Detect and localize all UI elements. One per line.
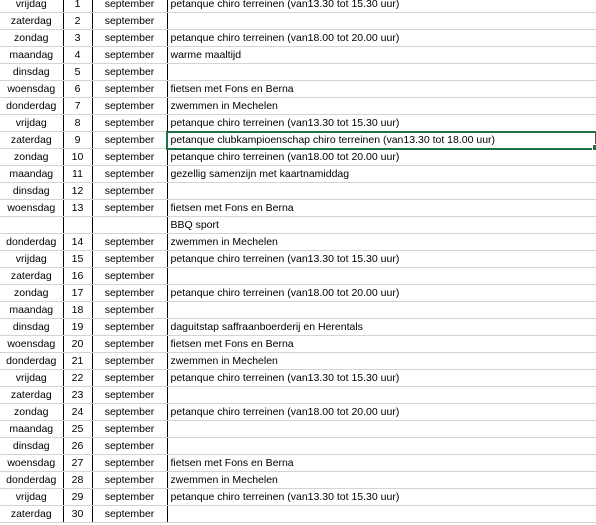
month-cell[interactable]: september <box>92 472 167 489</box>
activity-cell[interactable]: fietsen met Fons en Berna <box>167 455 596 472</box>
day-cell[interactable]: vrijdag <box>0 251 63 268</box>
table-row <box>0 421 596 438</box>
day-cell[interactable]: vrijdag <box>0 489 63 506</box>
activity-cell[interactable]: zwemmen in Mechelen <box>167 472 596 489</box>
date-number-cell[interactable]: 20 <box>63 336 92 353</box>
date-number-cell[interactable]: 5 <box>63 64 92 81</box>
day-cell[interactable]: zondag <box>0 149 63 166</box>
day-cell[interactable]: maandag <box>0 47 63 64</box>
date-number-cell[interactable]: 13 <box>63 200 92 217</box>
month-cell[interactable]: september <box>92 285 167 302</box>
table-row <box>0 251 596 268</box>
month-cell[interactable]: september <box>92 13 167 30</box>
day-cell[interactable]: zaterdag <box>0 13 63 30</box>
date-number-cell[interactable]: 16 <box>63 268 92 285</box>
month-cell[interactable]: september <box>92 268 167 285</box>
day-cell[interactable]: vrijdag <box>0 370 63 387</box>
month-cell[interactable]: september <box>92 489 167 506</box>
table-row <box>0 285 596 302</box>
month-cell[interactable]: september <box>92 506 167 523</box>
table-row <box>0 132 596 149</box>
date-number-cell[interactable]: 14 <box>63 234 92 251</box>
day-cell[interactable]: maandag <box>0 421 63 438</box>
month-cell[interactable]: september <box>92 200 167 217</box>
table-row <box>0 149 596 166</box>
date-number-cell[interactable]: 3 <box>63 30 92 47</box>
table-row <box>0 47 596 64</box>
fill-handle[interactable] <box>592 144 596 151</box>
date-number-cell[interactable]: 7 <box>63 98 92 115</box>
month-cell[interactable]: september <box>92 30 167 47</box>
activity-cell[interactable]: petanque chiro terreinen (van18.00 tot 20.00 uur) <box>167 149 596 166</box>
date-number-cell[interactable] <box>63 217 92 234</box>
activity-cell[interactable] <box>167 506 596 523</box>
month-cell[interactable]: september <box>92 387 167 404</box>
date-number-cell[interactable]: 4 <box>63 47 92 64</box>
date-number-cell[interactable]: 24 <box>63 404 92 421</box>
activity-cell[interactable]: petanque chiro terreinen (van13.30 tot 15.30 uur) <box>167 115 596 132</box>
day-cell[interactable]: zaterdag <box>0 506 63 523</box>
activity-cell[interactable] <box>167 13 596 30</box>
activity-cell[interactable]: petanque chiro terreinen (van18.00 tot 20.00 uur) <box>167 285 596 302</box>
table-row <box>0 370 596 387</box>
month-cell[interactable]: september <box>92 183 167 200</box>
day-cell[interactable]: zondag <box>0 404 63 421</box>
table-row <box>0 30 596 47</box>
month-cell[interactable]: september <box>92 115 167 132</box>
date-number-cell[interactable]: 2 <box>63 13 92 30</box>
date-number-cell[interactable]: 23 <box>63 387 92 404</box>
month-cell[interactable]: september <box>92 404 167 421</box>
month-cell[interactable] <box>92 217 167 234</box>
activity-cell[interactable]: fietsen met Fons en Berna <box>167 336 596 353</box>
table-row <box>0 81 596 98</box>
day-cell[interactable]: donderdag <box>0 234 63 251</box>
table-row <box>0 115 596 132</box>
month-cell[interactable]: september <box>92 166 167 183</box>
table-row <box>0 489 596 506</box>
table-row <box>0 98 596 115</box>
day-cell[interactable]: woensdag <box>0 336 63 353</box>
activity-cell[interactable]: fietsen met Fons en Berna <box>167 81 596 98</box>
date-number-cell[interactable]: 25 <box>63 421 92 438</box>
day-cell[interactable] <box>0 217 63 234</box>
table-row <box>0 387 596 404</box>
table-row <box>0 217 596 234</box>
activity-cell[interactable]: petanque clubkampioenschap chiro terreinen (van13.30 tot 18.00 uur) <box>167 132 596 149</box>
activity-cell[interactable] <box>167 302 596 319</box>
month-cell[interactable]: september <box>92 455 167 472</box>
month-cell[interactable]: september <box>92 251 167 268</box>
activity-cell[interactable]: fietsen met Fons en Berna <box>167 200 596 217</box>
month-cell[interactable]: september <box>92 98 167 115</box>
activity-cell[interactable] <box>167 183 596 200</box>
date-number-cell[interactable]: 8 <box>63 115 92 132</box>
month-cell[interactable]: september <box>92 353 167 370</box>
date-number-cell[interactable]: 28 <box>63 472 92 489</box>
table-row <box>0 183 596 200</box>
month-cell[interactable]: september <box>92 149 167 166</box>
table-row <box>0 472 596 489</box>
day-cell[interactable]: woensdag <box>0 81 63 98</box>
day-cell[interactable]: dinsdag <box>0 438 63 455</box>
activity-cell[interactable]: daguitstap saffraanboerderij en Herentals <box>167 319 596 336</box>
activity-cell[interactable]: petanque chiro terreinen (van18.00 tot 20.00 uur) <box>167 404 596 421</box>
activity-cell[interactable]: warme maaltijd <box>167 47 596 64</box>
date-number-cell[interactable]: 10 <box>63 149 92 166</box>
month-cell[interactable]: september <box>92 132 167 149</box>
month-cell[interactable]: september <box>92 47 167 64</box>
day-cell[interactable]: dinsdag <box>0 183 63 200</box>
table-row <box>0 404 596 421</box>
month-cell[interactable]: september <box>92 438 167 455</box>
day-cell[interactable]: dinsdag <box>0 319 63 336</box>
month-cell[interactable]: september <box>92 319 167 336</box>
date-number-cell[interactable]: 12 <box>63 183 92 200</box>
activity-cell[interactable] <box>167 421 596 438</box>
table-row <box>0 302 596 319</box>
table-row <box>0 0 596 13</box>
activity-cell[interactable]: petanque chiro terreinen (van18.00 tot 20.00 uur) <box>167 30 596 47</box>
table-row <box>0 336 596 353</box>
day-cell[interactable]: zaterdag <box>0 387 63 404</box>
activity-cell[interactable]: petanque chiro terreinen (van13.30 tot 15.30 uur) <box>167 251 596 268</box>
table-row <box>0 200 596 217</box>
table-row <box>0 438 596 455</box>
date-number-cell[interactable]: 15 <box>63 251 92 268</box>
day-cell[interactable]: woensdag <box>0 200 63 217</box>
day-cell[interactable]: zondag <box>0 30 63 47</box>
day-cell[interactable]: maandag <box>0 302 63 319</box>
month-cell[interactable]: september <box>92 421 167 438</box>
month-cell[interactable]: september <box>92 64 167 81</box>
date-number-cell[interactable]: 30 <box>63 506 92 523</box>
day-cell[interactable]: vrijdag <box>0 115 63 132</box>
month-cell[interactable]: september <box>92 336 167 353</box>
date-number-cell[interactable]: 22 <box>63 370 92 387</box>
table-row <box>0 455 596 472</box>
day-cell[interactable]: maandag <box>0 166 63 183</box>
date-number-cell[interactable]: 6 <box>63 81 92 98</box>
table-row <box>0 64 596 81</box>
day-cell[interactable]: vrijdag <box>0 0 63 13</box>
month-cell[interactable]: september <box>92 234 167 251</box>
table-row <box>0 506 596 523</box>
activity-cell[interactable]: gezellig samenzijn met kaartnamiddag <box>167 166 596 183</box>
month-cell[interactable]: september <box>92 0 167 13</box>
table-row <box>0 166 596 183</box>
activity-cell[interactable]: petanque chiro terreinen (van13.30 tot 15.30 uur) <box>167 370 596 387</box>
table-row <box>0 353 596 370</box>
date-number-cell[interactable]: 18 <box>63 302 92 319</box>
table-row <box>0 268 596 285</box>
date-number-cell[interactable]: 29 <box>63 489 92 506</box>
month-cell[interactable]: september <box>92 81 167 98</box>
date-number-cell[interactable]: 27 <box>63 455 92 472</box>
date-number-cell[interactable]: 21 <box>63 353 92 370</box>
date-number-cell[interactable]: 26 <box>63 438 92 455</box>
activity-cell[interactable] <box>167 387 596 404</box>
day-cell[interactable]: donderdag <box>0 98 63 115</box>
day-cell[interactable]: zondag <box>0 285 63 302</box>
activity-cell[interactable]: zwemmen in Mechelen <box>167 353 596 370</box>
table-row <box>0 234 596 251</box>
date-number-cell[interactable]: 9 <box>63 132 92 149</box>
table-row <box>0 319 596 336</box>
day-cell[interactable]: dinsdag <box>0 64 63 81</box>
date-number-cell[interactable]: 11 <box>63 166 92 183</box>
activity-cell[interactable] <box>167 268 596 285</box>
day-cell[interactable]: zaterdag <box>0 268 63 285</box>
day-cell[interactable]: woensdag <box>0 455 63 472</box>
day-cell[interactable]: zaterdag <box>0 132 63 149</box>
activity-cell[interactable]: zwemmen in Mechelen <box>167 234 596 251</box>
date-number-cell[interactable]: 19 <box>63 319 92 336</box>
activity-cell[interactable]: BBQ sport <box>167 217 596 234</box>
month-cell[interactable]: september <box>92 302 167 319</box>
activity-cell[interactable] <box>167 438 596 455</box>
date-number-cell[interactable]: 1 <box>63 0 92 13</box>
activity-cell[interactable]: petanque chiro terreinen (van13.30 tot 15.30 uur) <box>167 0 596 13</box>
month-cell[interactable]: september <box>92 370 167 387</box>
activity-cell[interactable]: petanque chiro terreinen (van13.30 tot 15.30 uur) <box>167 489 596 506</box>
day-cell[interactable]: donderdag <box>0 353 63 370</box>
table-row <box>0 13 596 30</box>
activity-cell[interactable] <box>167 64 596 81</box>
date-number-cell[interactable]: 17 <box>63 285 92 302</box>
day-cell[interactable]: donderdag <box>0 472 63 489</box>
activity-cell[interactable]: zwemmen in Mechelen <box>167 98 596 115</box>
